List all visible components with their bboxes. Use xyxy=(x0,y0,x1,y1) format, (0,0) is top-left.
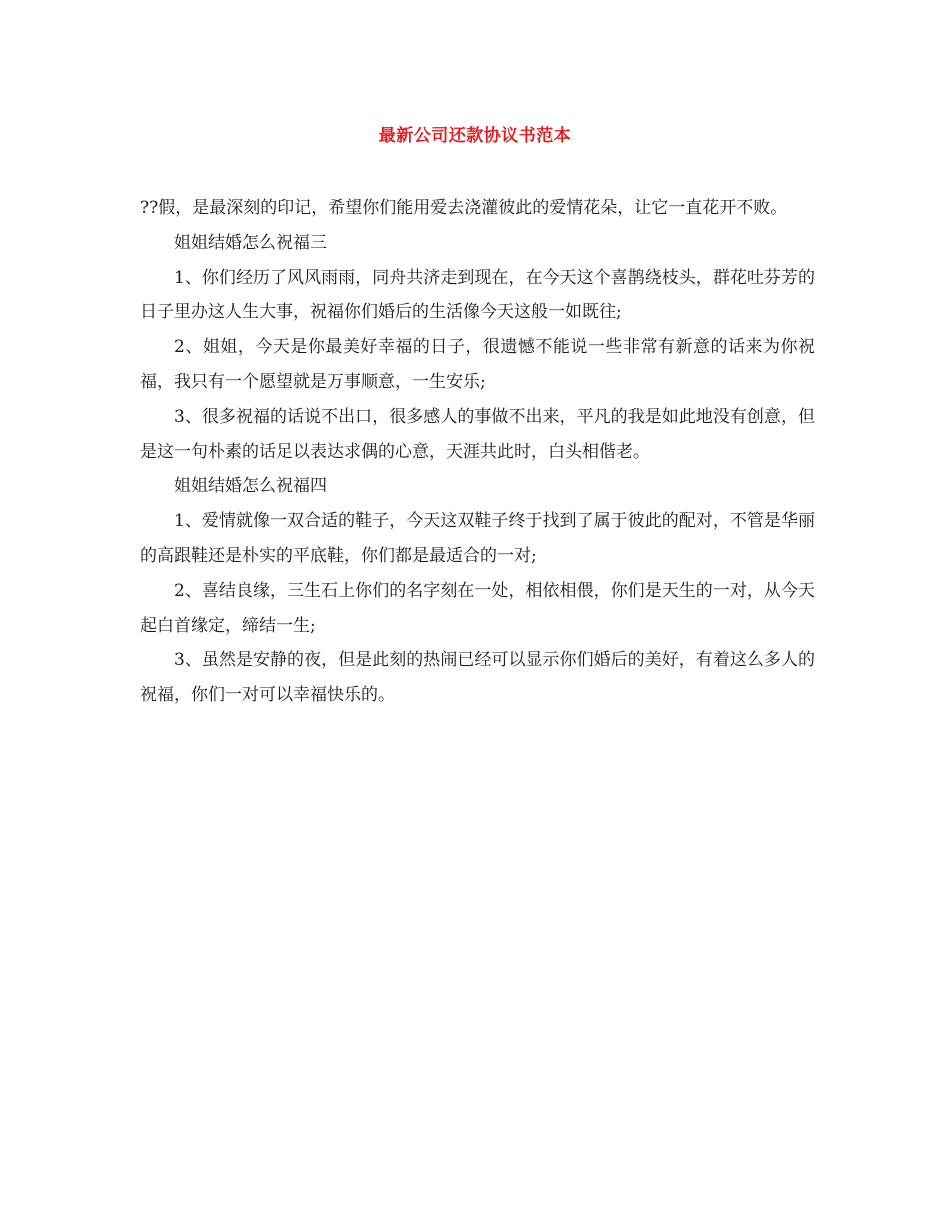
document-title: 最新公司还款协议书范本 xyxy=(378,126,572,146)
section-heading: 姐姐结婚怎么祝福三 xyxy=(174,232,327,253)
document-body xyxy=(140,191,815,713)
paragraph: 2、姐姐，今天是你最美好幸福的日子，很遗憾不能说一些非常有新意的话来为你祝福，我只有一个愿望就是万事顺意，一生安乐; xyxy=(140,337,815,392)
paragraph: 2、喜结良缘，三生石上你们的名字刻在一处，相依相偎，你们是天生的一对，从今天起白首缘定，缔结一生; xyxy=(140,580,815,636)
paragraph: 3、虽然是安静的夜，但是此刻的热闹已经可以显示你们婚后的美好，有着这么多人的祝福，你们一对可以幸福快乐的。 xyxy=(140,650,815,706)
paragraph: 1、爱情就像一双合适的鞋子，今天这双鞋子终于找到了属于彼此的配对，不管是华丽的高跟鞋还是朴实的平底鞋，你们都是最适合的一对; xyxy=(140,511,815,566)
paragraph: 1、你们经历了风风雨雨，同舟共济走到现在，在今天这个喜鹊绕枝头，群花吐芬芳的日子里办这人生大事，祝福你们婚后的生活像今天这般一如既往; xyxy=(140,267,815,323)
section-heading: 姐姐结婚怎么祝福四 xyxy=(174,476,327,497)
paragraph: ??假，是最深刻的印记，希望你们能用爱去浇灌彼此的爱情花朵，让它一直花开不败。 xyxy=(140,198,788,218)
paragraph: 3、很多祝福的话说不出口，很多感人的事做不出来，平凡的我是如此地没有创意，但是这一句朴素的话足以表达求偶的心意，天涯共此时，白头相偕老。 xyxy=(140,406,815,462)
